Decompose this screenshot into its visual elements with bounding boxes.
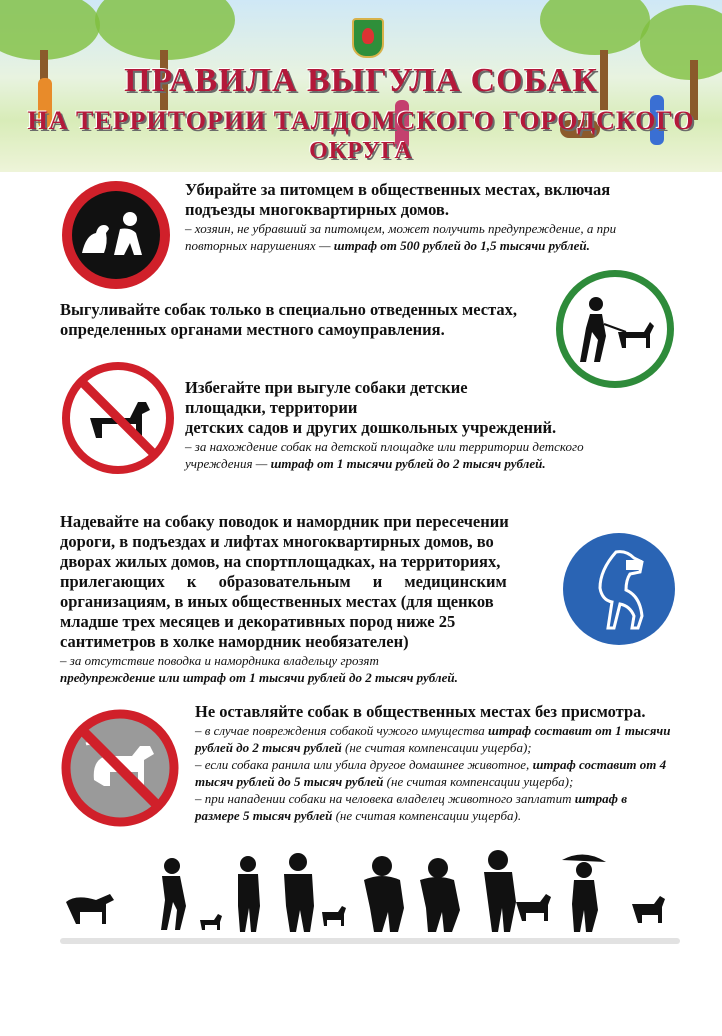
rule-note: – хозяин, не убравший за питомцем, может получить предупреждение, а при <box>185 221 617 236</box>
page-subtitle: НА ТЕРРИТОРИИ ТАЛДОМСКОГО ГОРОДСКОГО <box>27 106 695 135</box>
rule-note: – за нахождение собак на детской площадке или территории детского <box>185 439 584 454</box>
rule-note: – в случае повреждения собакой чужого имущества штраф составит от 1 тысячи рублей до 2 тысяч рублей (не считая компенсации ущерба); <box>195 723 671 755</box>
rule-note: предупреждение или штраф от 1 тысячи рублей до 2 тысяч рублей. <box>60 670 458 685</box>
rule-clean-up <box>185 180 685 254</box>
page-title: ПРАВИЛА ВЫГУЛА СОБАК <box>124 62 598 99</box>
no-dogs-icon <box>60 360 176 476</box>
rule-note: – если собака ранила или убила другое домашнее животное, штраф составит от 4 тысяч рублей до 5 тысяч рублей (не считая компенсации ущерба); <box>195 757 667 789</box>
rule-heading: Надевайте на собаку поводок и намордник при пересечении <box>60 512 509 531</box>
rule-heading: Не оставляйте собак в общественных местах без присмотра. <box>195 702 646 721</box>
clean-up-after-dog-icon <box>60 179 172 291</box>
muzzle-leash-icon <box>560 530 678 648</box>
rule-heading: Выгуливайте собак только в специально отведенных местах, <box>60 300 518 319</box>
rule-heading: Избегайте при выгуле собаки детские <box>185 378 468 397</box>
rule-heading: Убирайте за питомцем в общественных местах, включая <box>185 180 611 199</box>
rule-note: учреждения — штраф от 1 тысячи рублей до 2 тысяч рублей. <box>185 456 546 471</box>
rule-heading: младше трех месяцев и декоративных пород ниже 25 <box>60 612 456 631</box>
rule-heading: дороги, в подъездах и лифтах многоквартирных домов, во <box>60 532 494 551</box>
page-subtitle-2: ОКРУГА <box>309 138 413 164</box>
rule-unattended <box>195 702 673 824</box>
rule-heading: организациям, в иных общественных местах (для щенков <box>60 592 494 611</box>
rule-heading: детских садов и других дошкольных учреждений. <box>185 418 557 437</box>
dog-walkers-silhouettes <box>0 840 722 960</box>
no-unattended-dog-icon <box>60 708 180 828</box>
rule-heading: определенных органами местного самоуправления. <box>60 320 445 339</box>
rule-note: – при нападении собаки на человека владелец животного заплатит штраф в размере 5 тысяч рублей (не считая компенсации ущерба). <box>195 791 628 823</box>
coat-of-arms-icon <box>352 18 384 58</box>
rule-playgrounds <box>185 378 685 472</box>
rule-note: – за отсутствие поводка и намордника владельцу грозят <box>60 653 379 668</box>
rule-heading: дворах жилых домов, на спортплощадках, на территориях, <box>60 552 501 571</box>
rule-heading: подъезды многоквартирных домов. <box>185 200 449 219</box>
header-banner <box>0 0 722 172</box>
rule-leash-muzzle <box>60 512 546 686</box>
rule-designated-areas <box>60 300 550 340</box>
walk-dog-on-leash-icon <box>556 270 674 388</box>
rule-heading: площадки, территории <box>185 398 358 417</box>
rule-heading: прилегающих к образовательным и медицинским <box>60 572 507 591</box>
rule-note: повторных нарушениях — штраф от 500 рублей до 1,5 тысячи рублей. <box>185 238 590 253</box>
rule-heading: сантиметров в холке намордник необязателен) <box>60 632 409 651</box>
